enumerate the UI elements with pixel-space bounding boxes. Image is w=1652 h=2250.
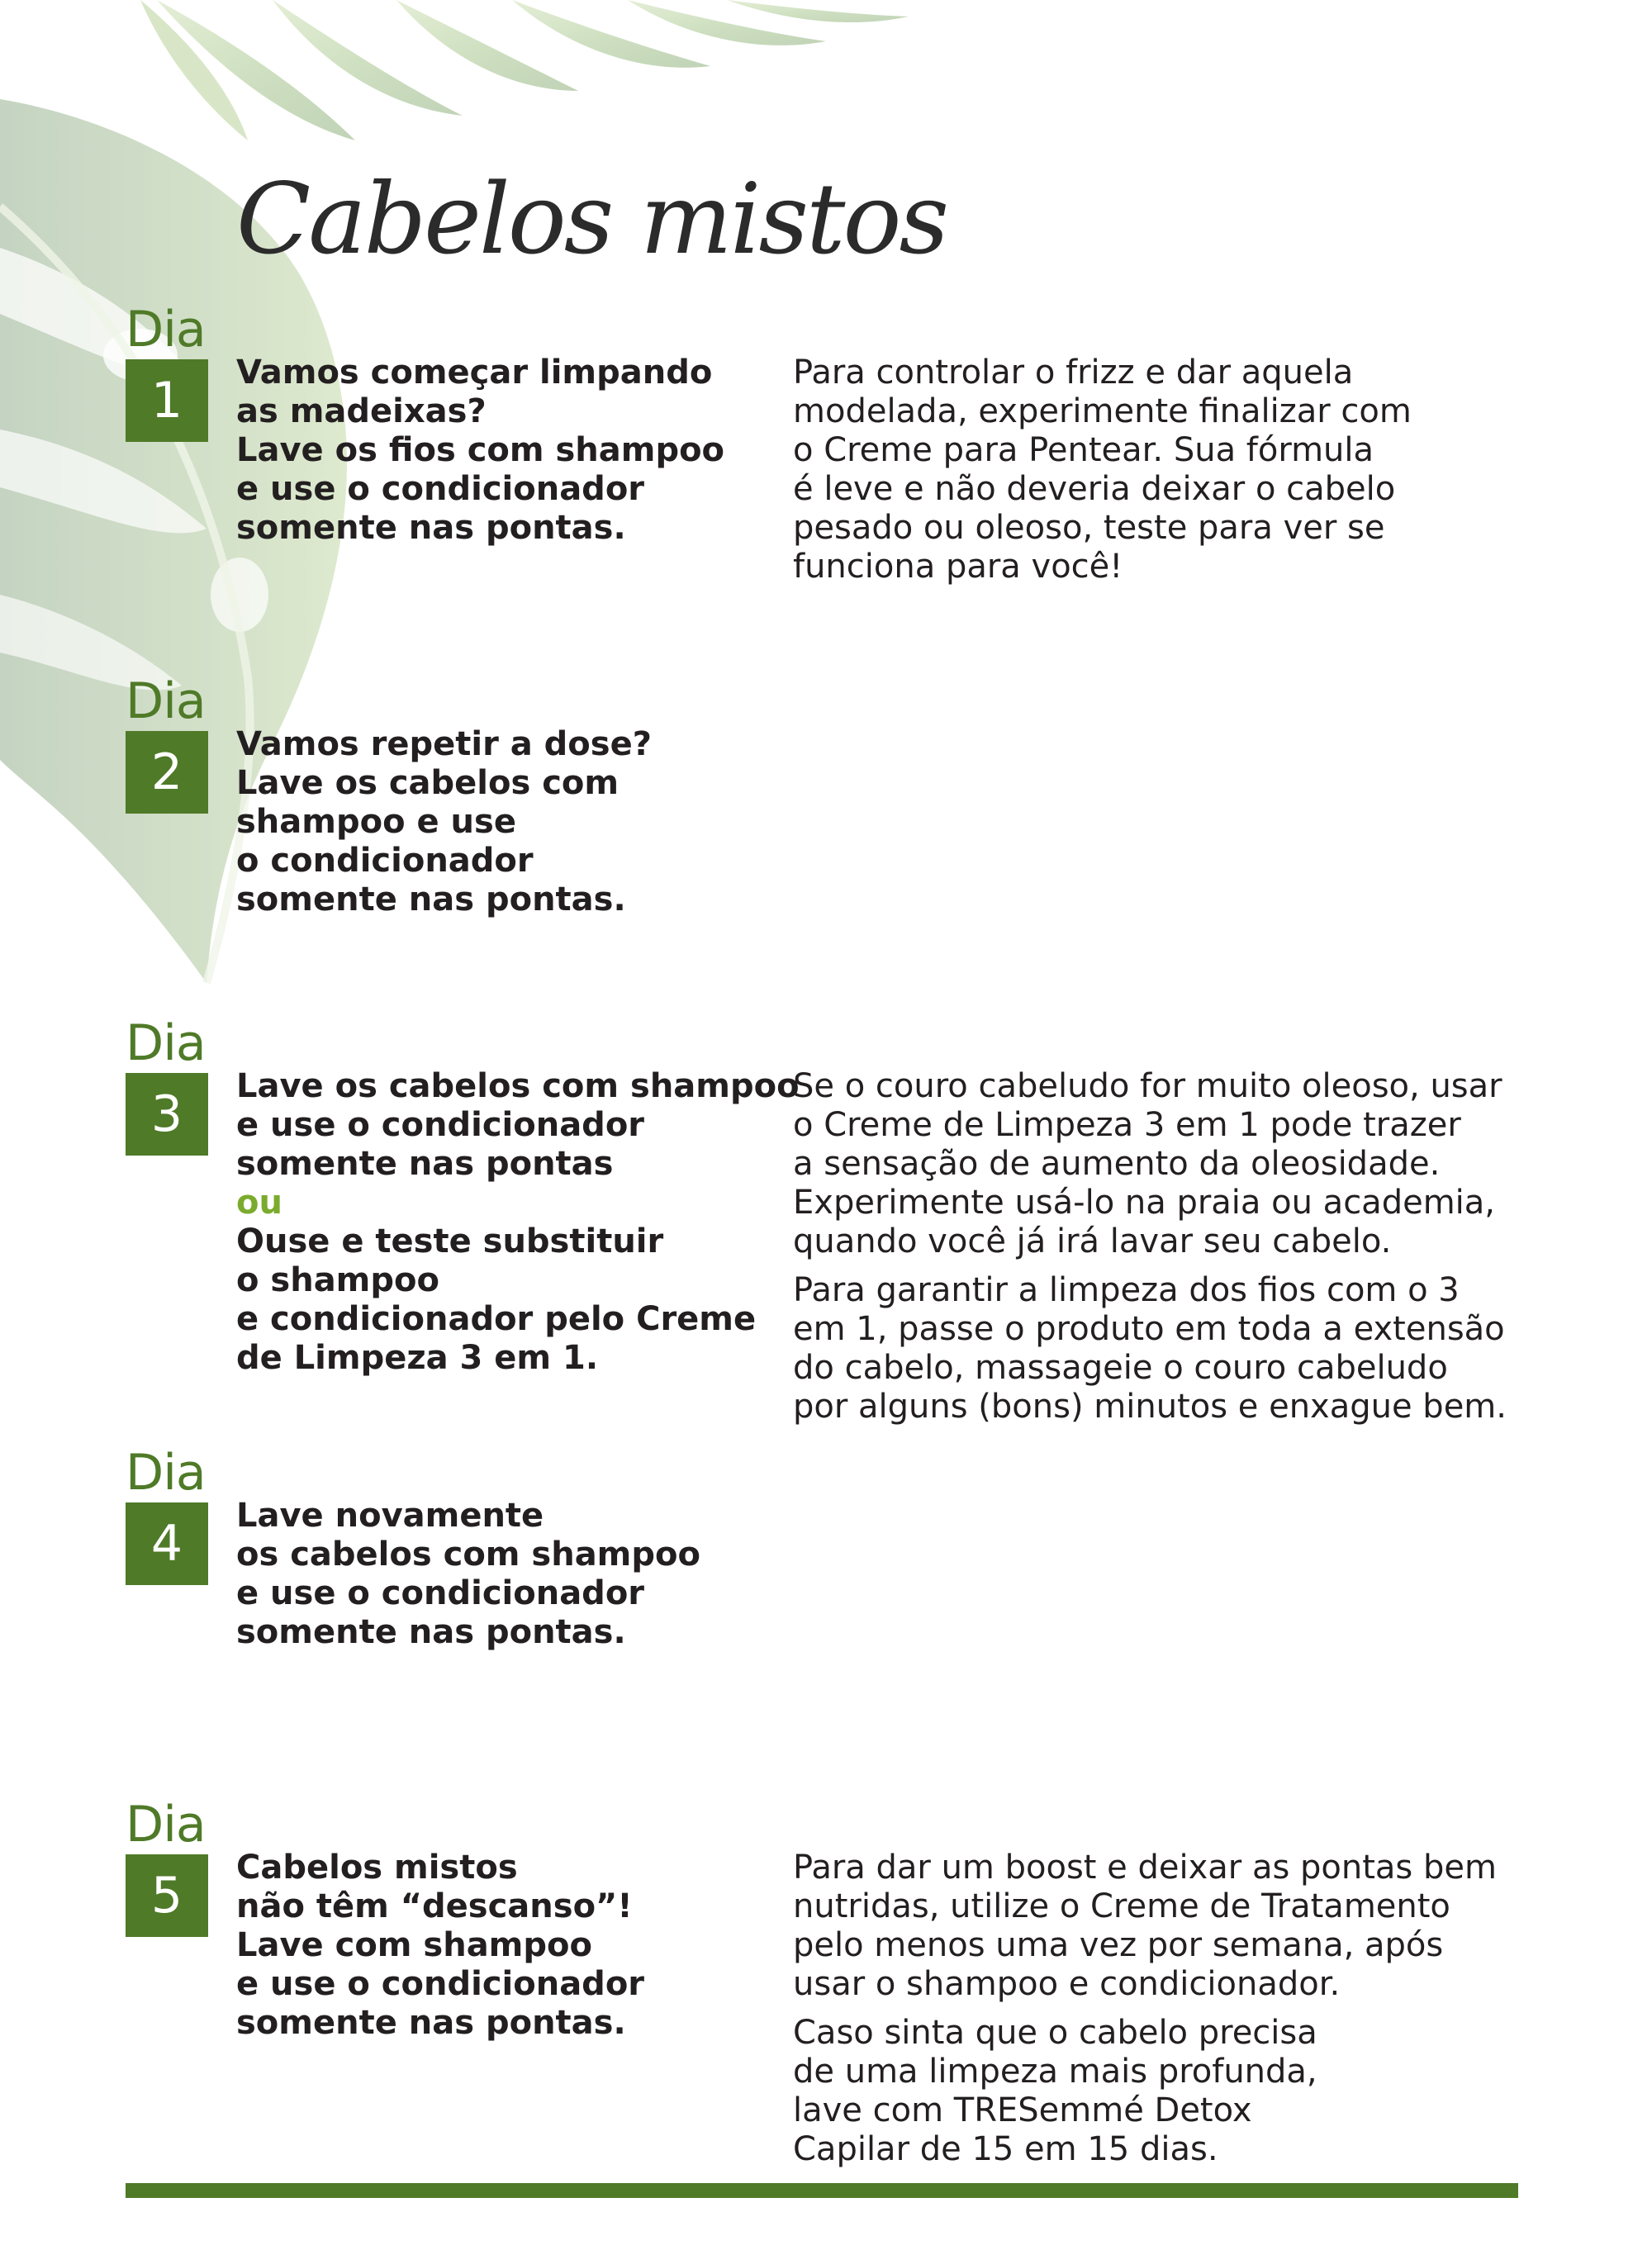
instruction-line: Vamos repetir a dose? [236,725,652,763]
tip-line: por alguns (bons) minutos e enxague bem. [793,1388,1507,1426]
instruction-line: somente nas pontas. [236,509,626,547]
tip-line: do cabelo, massageie o couro cabeludo [793,1349,1448,1387]
instruction-line: shampoo e use [236,803,516,841]
instruction-line: e use o condicionador [236,1574,645,1612]
day-5-tip [793,1849,1497,2179]
tip-line: pesado ou oleoso, teste para ver se [793,509,1385,547]
instruction-line: Lave os fios com shampoo [236,431,725,469]
instruction-line: e use o condicionador [236,1965,645,2003]
tip-line: Se o couro cabeludo for muito oleoso, usar [793,1067,1502,1105]
instruction-line: e use o condicionador [236,1106,645,1144]
tip-paragraph [793,354,1412,586]
day-3-tip [793,1067,1507,1436]
instruction-line: somente nas pontas. [236,881,626,919]
day-4-instructions [236,1497,700,1652]
instruction-line: não têm “descanso”! [236,1887,633,1925]
tip-line: usar o shampoo e condicionador. [793,1965,1341,2003]
day-1-marker [126,301,208,442]
day-4-marker [126,1444,208,1585]
tip-line: modelada, experimente finalizar com [793,392,1412,430]
instruction-line: somente nas pontas [236,1145,614,1183]
instruction-line: os cabelos com shampoo [236,1536,700,1574]
instruction-line: Vamos começar limpando [236,354,713,392]
tip-line: lave com TRESemmé Detox [793,2091,1252,2129]
day-label: Dia [126,1014,206,1072]
day-label: Dia [126,1444,206,1502]
day-3-marker [126,1014,208,1156]
tip-line: o Creme para Pentear. Sua fórmula [793,431,1374,469]
day-1-instructions [236,354,724,548]
tip-line: de uma limpeza mais profunda, [793,2053,1317,2091]
instruction-line: Lave com shampoo [236,1926,592,1964]
footer-divider [126,2183,1518,2198]
day-2-instructions [236,725,652,919]
tip-paragraph [793,1067,1507,1261]
day-label: Dia [126,1796,206,1854]
instruction-line: as madeixas? [236,392,487,430]
tip-line: Experimente usá-lo na praia ou academia, [793,1184,1495,1222]
tip-line: quando você já irá lavar seu cabelo. [793,1222,1392,1260]
tip-line: a sensação de aumento da oleosidade. [793,1145,1441,1183]
tip-line: funciona para você! [793,548,1123,586]
tip-line: o Creme de Limpeza 3 em 1 pode trazer [793,1106,1461,1144]
instruction-line: Lave os cabelos com [236,764,620,802]
day-label: Dia [126,301,206,358]
day-number-badge: 2 [126,731,208,814]
tip-line: é leve e não deveria deixar o cabelo [793,470,1396,508]
day-5-instructions [236,1849,644,2043]
tip-line: Caso sinta que o cabelo precisa [793,2014,1317,2052]
instruction-line: e condicionador pelo Creme [236,1300,757,1338]
instruction-line: de Limpeza 3 em 1. [236,1339,599,1377]
instruction-line: Lave novamente [236,1497,544,1535]
tip-paragraph [793,1849,1497,2004]
instruction-line: somente nas pontas. [236,2004,626,2042]
tip-line: Para garantir a limpeza dos fios com o 3 [793,1271,1460,1309]
instruction-line: e use o condicionador [236,470,645,508]
tip-line: em 1, passe o produto em toda a extensão [793,1310,1505,1348]
instruction-line: Cabelos mistos [236,1849,518,1887]
instruction-line: o shampoo [236,1261,439,1299]
tip-paragraph [793,2014,1497,2169]
day-number-badge: 5 [126,1854,208,1937]
tip-line: Para dar um boost e deixar as pontas bem [793,1849,1497,1887]
day-3-instructions [236,1067,800,1378]
tip-line: Para controlar o frizz e dar aquela [793,354,1354,392]
instruction-line: o condicionador [236,842,534,880]
instruction-line: Ouse e teste substituir [236,1222,664,1260]
tip-paragraph [793,1271,1507,1426]
tip-line: Capilar de 15 em 15 dias. [793,2130,1218,2168]
day-number-badge: 3 [126,1073,208,1156]
day-1-tip [793,354,1412,596]
tip-line: nutridas, utilize o Creme de Tratamento [793,1887,1450,1925]
page-title: Cabelos mistos [236,162,947,276]
day-label: Dia [126,672,206,730]
or-separator: ou [236,1184,282,1222]
tip-line: pelo menos uma vez por semana, após [793,1926,1444,1964]
day-number-badge: 4 [126,1502,208,1585]
day-number-badge: 1 [126,359,208,442]
day-5-marker [126,1796,208,1937]
instruction-line: somente nas pontas. [236,1613,626,1651]
instruction-line: Lave os cabelos com shampoo [236,1067,800,1105]
day-2-marker [126,672,208,814]
